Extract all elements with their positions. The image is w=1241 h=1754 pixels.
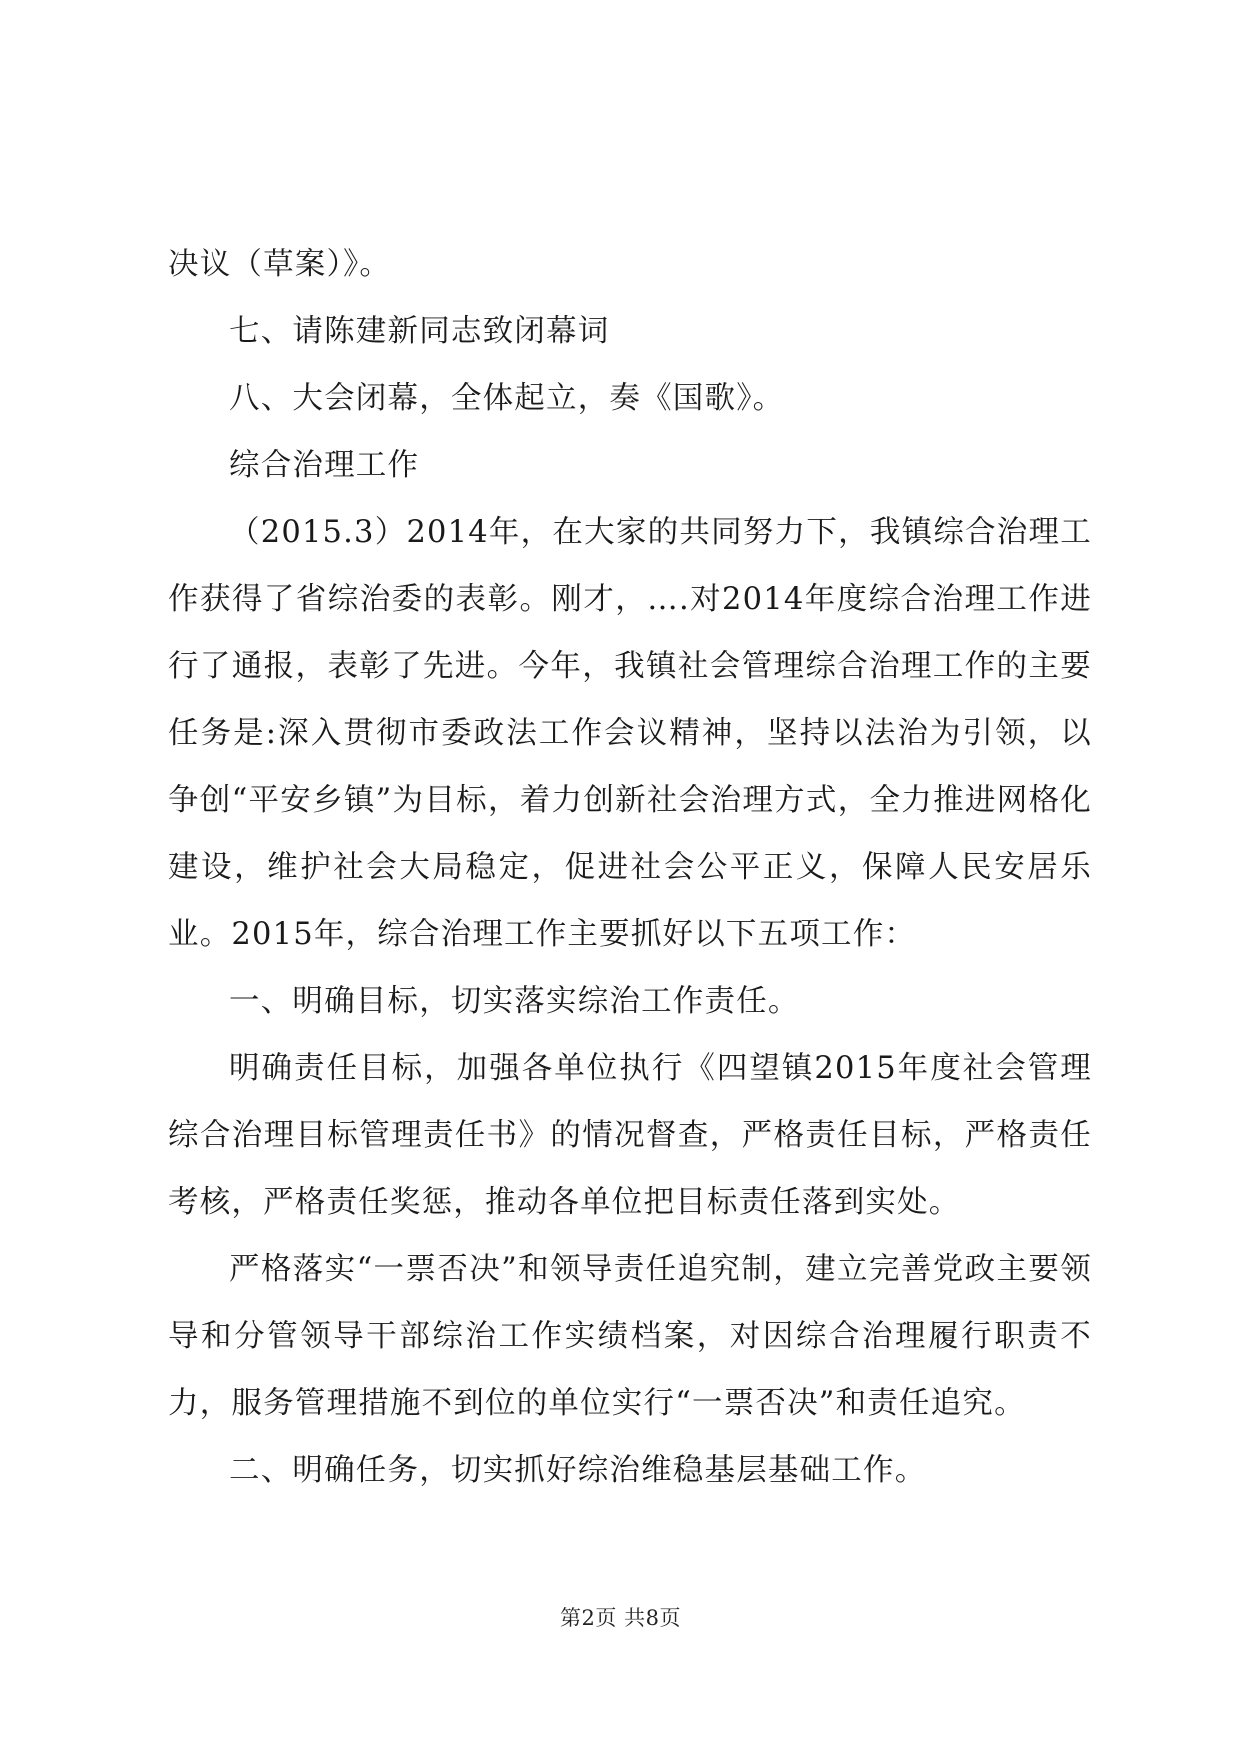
paragraph-continuation: 决议（草案）》。 (168, 247, 392, 282)
page-footer: 第2页 共8页 (560, 1606, 681, 1630)
document-body (168, 231, 1092, 1504)
paragraph-responsibility: 明确责任目标，加强各单位执行《四望镇2015年度社会管理综合治理目标管理责任书》的情况督查，严格责任目标，严格责任考核，严格责任奖惩，推动各单位把目标责任落到实处。 (168, 1051, 1092, 1220)
paragraph-intro: （2015.3）2014年，在大家的共同努力下，我镇综合治理工作获得了省综治委的表彰。刚才，….对2014年度综合治理工作进行了通报，表彰了先进。今年，我镇社会管理综合治理工作的主要任务是:深入贯彻市委政法工作会议精神，坚持以法治为引领，以争创“平安乡镇”为目标，着力创新社会治理方式，全力推进网格化建设，维护社会大局稳定，促进社会公平正义，保障人民安居乐业。2015年，综合治理工作主要抓好以下五项工作： (168, 515, 1092, 952)
paragraph-veto: 严格落实“一票否决”和领导责任追究制，建立完善党政主要领导和分管领导干部综治工作实绩档案，对因综合治理履行职责不力，服务管理措施不到位的单位实行“一票否决”和责任追究。 (168, 1252, 1092, 1421)
paragraph-item-eight: 八、大会闭幕，全体起立，奏《国歌》。 (229, 381, 785, 416)
paragraph-item-seven: 七、请陈建新同志致闭幕词 (229, 314, 610, 349)
section-heading: 综合治理工作 (229, 448, 420, 483)
paragraph-heading-one: 一、明确目标，切实落实综治工作责任。 (229, 984, 800, 1019)
paragraph-heading-two: 二、明确任务，切实抓好综治维稳基层基础工作。 (229, 1453, 927, 1488)
